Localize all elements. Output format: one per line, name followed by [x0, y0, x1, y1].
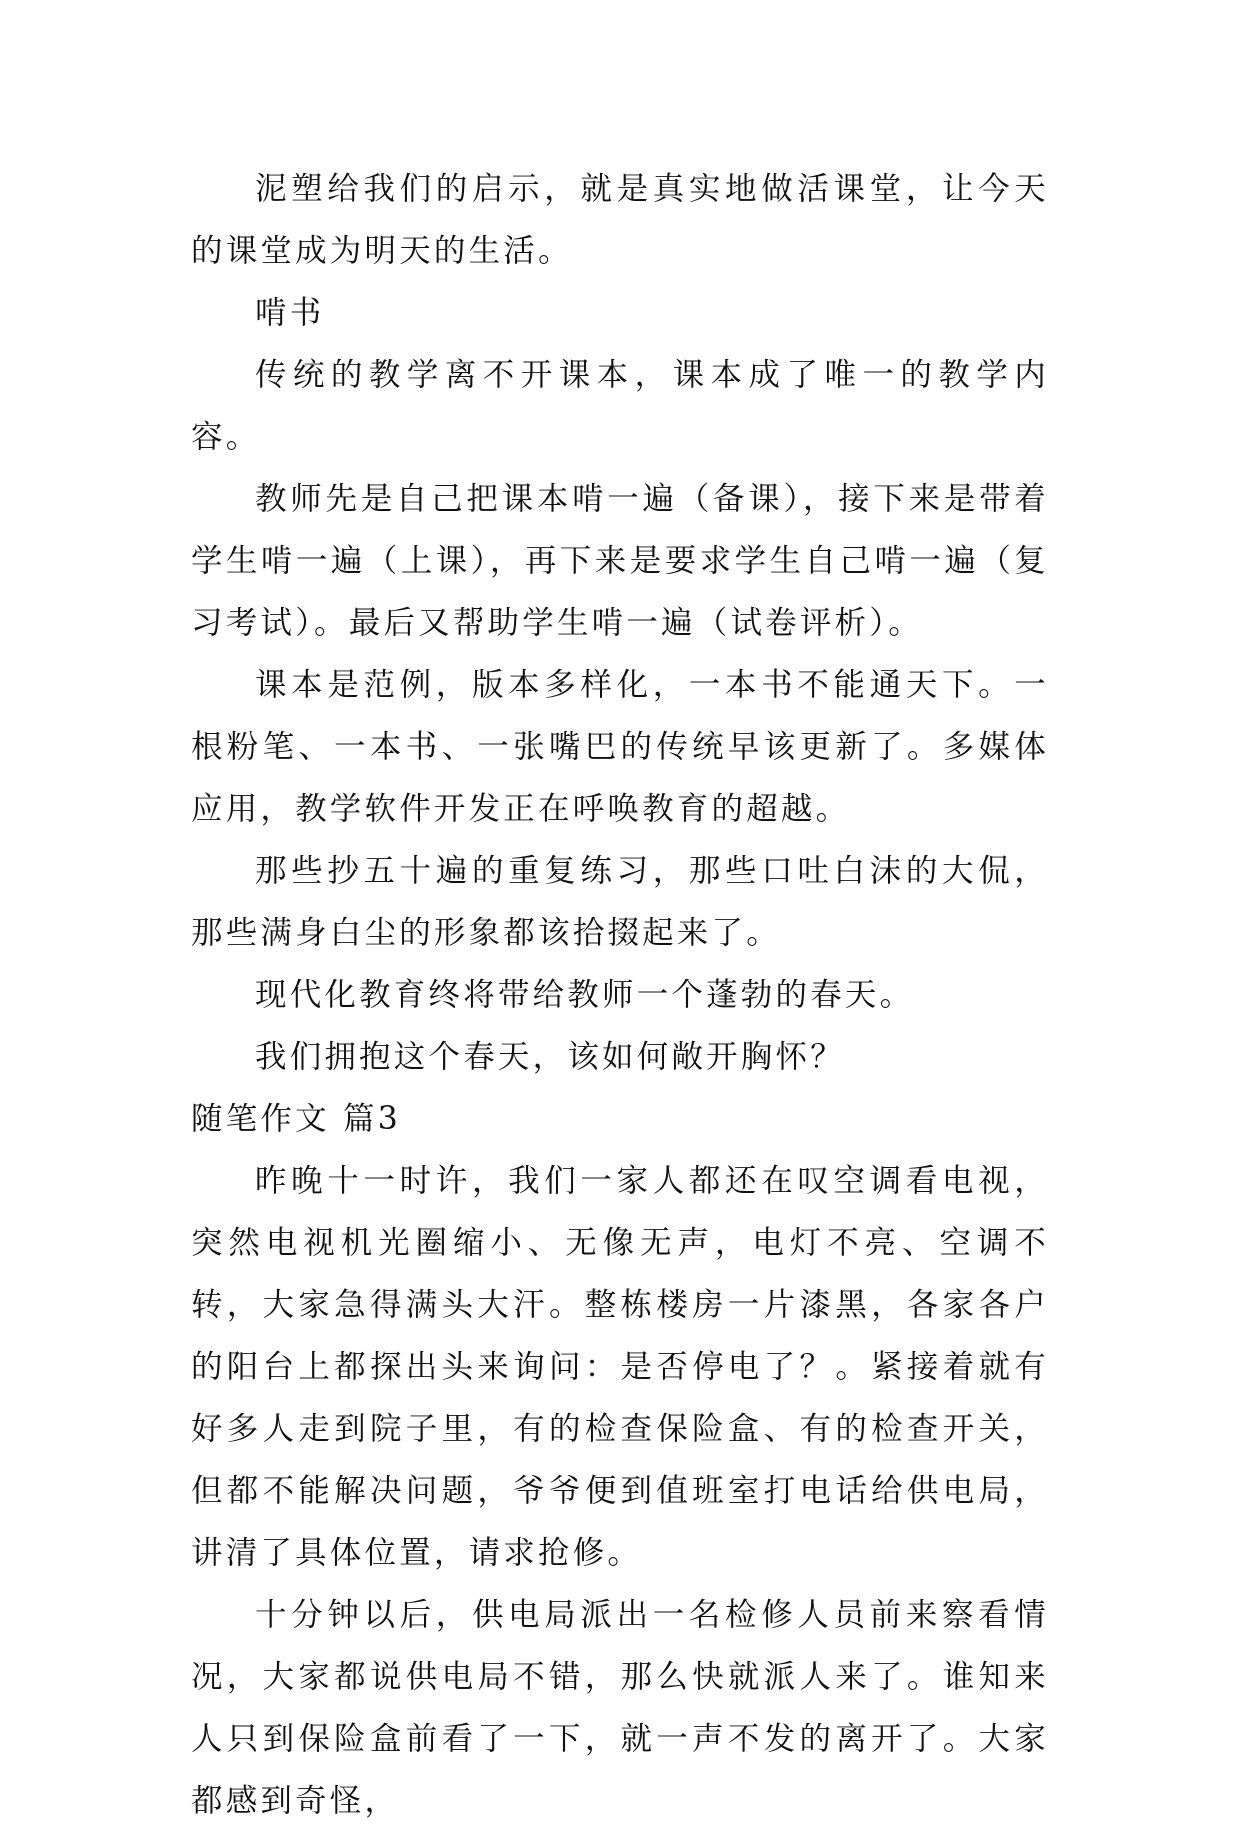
paragraph: 我们拥抱这个春天，该如何敞开胸怀？	[255, 1039, 845, 1075]
section-heading: 随笔作文 篇3	[191, 1101, 401, 1137]
paragraph: 昨晚十一时许，我们一家人都还在叹空调看电视，突然电视机光圈缩小、无像无声，电灯不亮、空调不转，大家急得满头大汗。整栋楼房一片漆黑，各家各户的阳台上都探出头来询问：是否停电了？。紧接着就有好多人走到院子里，有的检查保险盒、有的检查开关，但都不能解决问题，爷爷便到值班室打电话给供电局，讲清了具体位置，请求抢修。	[191, 1163, 1049, 1571]
paragraph: 那些抄五十遍的重复练习，那些口吐白沫的大侃，那些满身白尘的形象都该拾掇起来了。	[191, 853, 1049, 951]
paragraph: 教师先是自己把课本啃一遍（备课），接下来是带着学生啃一遍（上课），再下来是要求学生自己啃一遍（复习考试）。最后又帮助学生啃一遍（试卷评析）。	[191, 481, 1049, 641]
paragraph: 课本是范例，版本多样化，一本书不能通天下。一根粉笔、一本书、一张嘴巴的传统早该更新了。多媒体应用，教学软件开发正在呼唤教育的超越。	[191, 667, 1049, 827]
paragraph: 现代化教育终将带给教师一个蓬勃的春天。	[255, 977, 915, 1013]
paragraph-subheading: 啃书	[255, 295, 325, 331]
paragraph: 十分钟以后，供电局派出一名检修人员前来察看情况，大家都说供电局不错，那么快就派人来了。谁知来人只到保险盒前看了一下，就一声不发的离开了。大家都感到奇怪，	[191, 1597, 1049, 1819]
paragraph: 泥塑给我们的启示，就是真实地做活课堂，让今天的课堂成为明天的生活。	[191, 171, 1049, 269]
document-page	[191, 158, 1049, 1832]
paragraph: 传统的教学离不开课本，课本成了唯一的教学内容。	[191, 357, 1049, 455]
